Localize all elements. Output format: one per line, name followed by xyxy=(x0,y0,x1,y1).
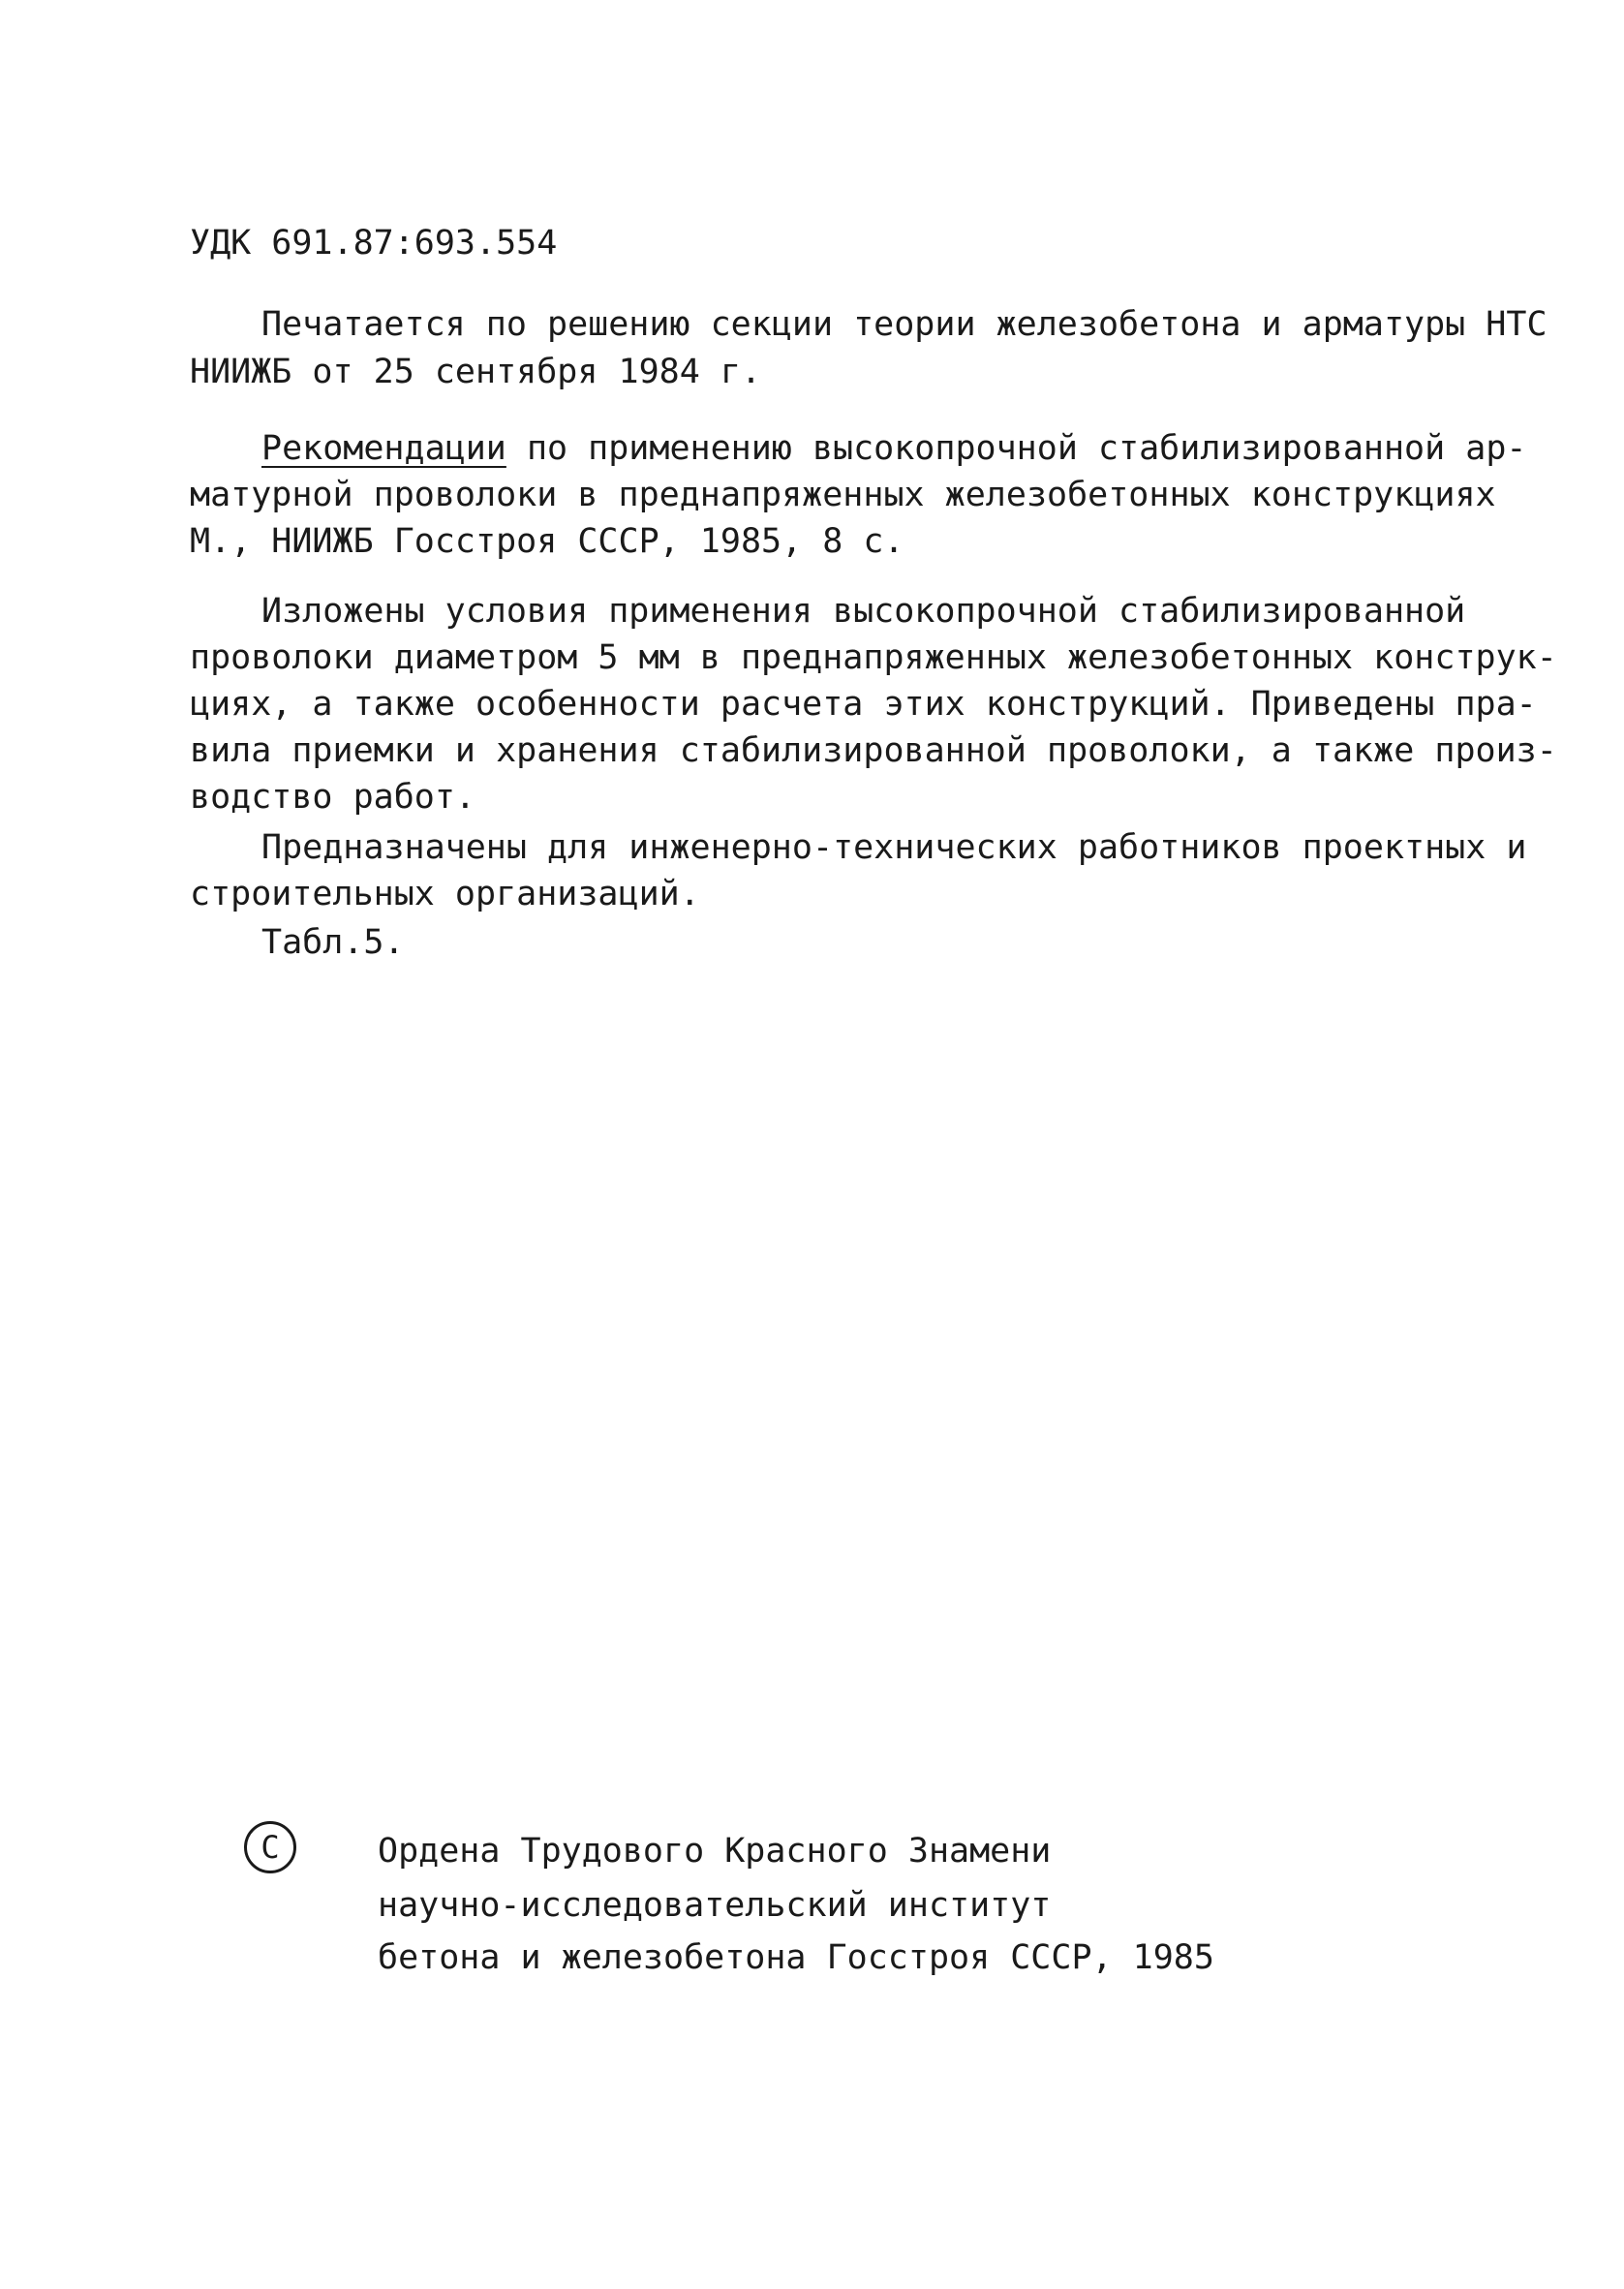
udc-code: УДК 691.87:693.554 xyxy=(190,224,558,263)
copyright-line-2: научно-исследовательский институт xyxy=(378,1886,1052,1925)
copyright-icon xyxy=(244,1821,296,1873)
copyright-line-3: бетона и железобетона Госстроя СССР, 1985 xyxy=(378,1938,1214,1977)
citation-line-2: матурной проволоки в преднапряженных железобетонных конструкциях xyxy=(190,476,1496,514)
abstract-line-3: циях, а также особенности расчета этих конструкций. Приведены пра- xyxy=(190,685,1537,724)
copyright-line-1: Ордена Трудового Красного Знамени xyxy=(378,1832,1052,1871)
abstract-line-1: Изложены условия применения высокопрочной стабилизированной xyxy=(261,592,1466,631)
citation-line-1-rest: по применению высокопрочной стабилизированной ар- xyxy=(506,429,1527,468)
print-decision-line-1: Печатается по решению секции теории железобетона и арматуры НТС xyxy=(261,305,1547,344)
citation-line-3: М., НИИЖБ Госстроя СССР, 1985, 8 с. xyxy=(190,522,904,561)
audience-line-2: строительных организаций. xyxy=(190,875,700,913)
abstract-line-4: вила приемки и хранения стабилизированной проволоки, а также произ- xyxy=(190,731,1557,770)
citation-title: Рекомендации xyxy=(261,429,506,468)
audience-line-1: Предназначены для инженерно-технических работников проектных и xyxy=(261,828,1527,867)
tables-count: Табл.5. xyxy=(261,923,405,962)
citation-line-1 xyxy=(261,429,1527,468)
abstract-line-5: водство работ. xyxy=(190,778,476,817)
abstract-line-2: проволоки диаметром 5 мм в преднапряженных железобетонных конструк- xyxy=(190,638,1557,677)
copyright-symbol: C xyxy=(260,1829,280,1866)
print-decision-line-2: НИИЖБ от 25 сентября 1984 г. xyxy=(190,353,762,391)
